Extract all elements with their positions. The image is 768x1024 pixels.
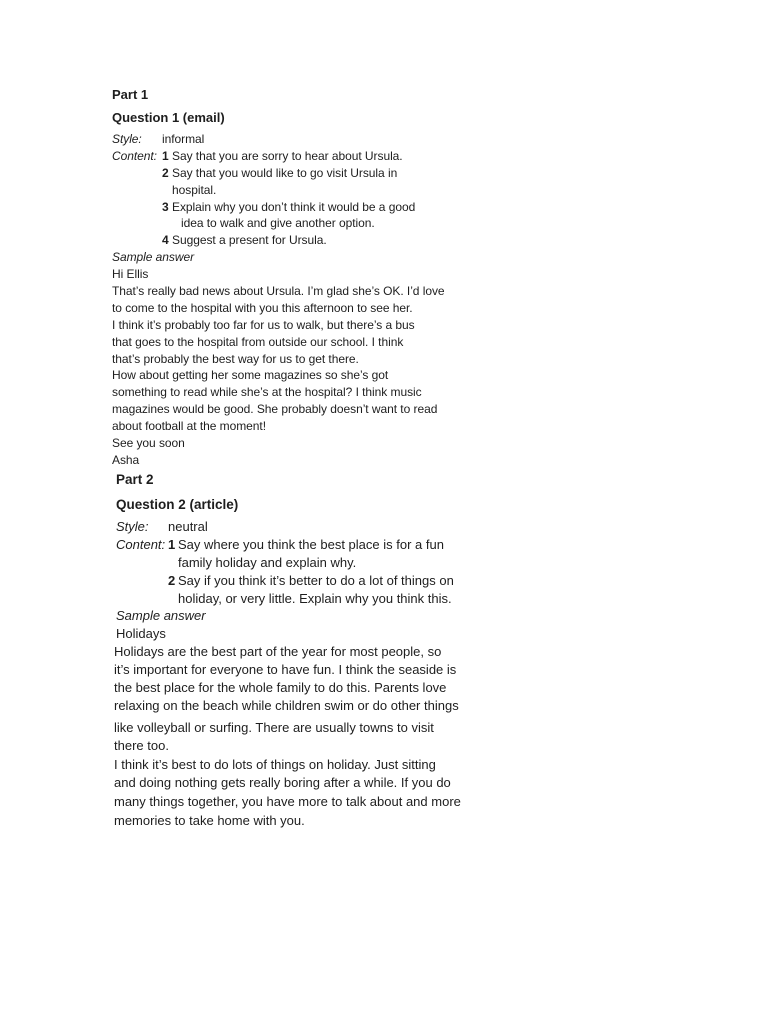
sample-answer-label: Sample answer — [112, 250, 195, 265]
part-heading: Part 2 — [116, 472, 154, 487]
sample-answer-label: Sample answer — [116, 608, 206, 624]
answer-line: relaxing on the beach while children swim or do other things — [114, 697, 459, 713]
content-item-continuation: family holiday and explain why. — [178, 554, 357, 570]
answer-line: Holidays are the best part of the year for most people, so — [114, 644, 442, 660]
content-item-number: 2 — [162, 165, 169, 180]
answer-line: the best place for the whole family to do this. Parents love — [114, 680, 447, 696]
content-item-number: 1 — [168, 536, 176, 552]
content-item-continuation: hospital. — [172, 182, 217, 197]
answer-line: Hi Ellis — [112, 267, 149, 282]
content-label: Content: — [112, 148, 157, 163]
content-item-text: Say that you are sorry to hear about Ursula. — [172, 148, 403, 163]
content-label: Content: — [116, 536, 166, 552]
answer-line: it’s important for everyone to have fun. I think the seaside is — [114, 662, 457, 678]
content-item — [116, 572, 459, 590]
answer-line: and doing nothing gets really boring after a while. If you do — [114, 775, 451, 791]
content-item-text: Say where you think the best place is for a fun — [178, 536, 444, 552]
question-title: Question 1 (email) — [112, 110, 225, 125]
question-body — [116, 518, 459, 715]
answer-line: That’s really bad news about Ursula. I’m glad she’s OK. I’d love — [112, 284, 445, 299]
answer-line: How about getting her some magazines so she’s got — [112, 368, 389, 383]
content-item-continuation: idea to walk and give another option. — [181, 216, 375, 231]
content-item — [112, 165, 445, 182]
content-item-number: 2 — [168, 572, 176, 588]
answer-line: that’s probably the best way for us to get there. — [112, 351, 359, 366]
style-value: informal — [162, 132, 205, 146]
answer-title: Holidays — [116, 626, 166, 642]
answer-line: like volleyball or surfing. There are usually towns to visit — [114, 719, 434, 735]
content-item-text: Explain why you don’t think it would be a good — [172, 199, 416, 214]
answer-line: memories to take home with you. — [114, 812, 305, 828]
content-item-continuation: holiday, or very little. Explain why you think this. — [178, 590, 452, 606]
answer-line: I think it’s best to do lots of things on holiday. Just sitting — [114, 756, 436, 772]
content-item — [112, 232, 445, 249]
content-item — [116, 536, 459, 554]
answer-line: many things together, you have more to talk about and more — [114, 794, 461, 810]
content-item-text: Suggest a present for Ursula. — [172, 233, 327, 248]
content-item-text: Say if you think it’s better to do a lot of things on — [178, 572, 454, 588]
content-item-number: 3 — [162, 199, 169, 214]
answer-line: See you soon — [112, 436, 185, 451]
answer-line: something to read while she’s at the hospital? I think music — [112, 385, 422, 400]
answer-line: about football at the moment! — [112, 419, 266, 434]
question-body — [112, 131, 445, 469]
style-label: Style: — [116, 519, 149, 534]
content-item — [112, 148, 445, 165]
content-item-text: Say that you would like to go visit Ursula in — [172, 165, 398, 180]
answer-line: there too. — [114, 738, 169, 754]
answer-line: magazines would be good. She probably doesn’t want to read — [112, 402, 438, 417]
answer-line: to come to the hospital with you this afternoon to see her. — [112, 300, 413, 315]
content-item — [112, 199, 445, 216]
content-item-number: 4 — [162, 233, 169, 248]
style-row — [116, 518, 459, 536]
question-title: Question 2 (article) — [116, 497, 239, 512]
part-heading: Part 1 — [112, 87, 149, 102]
answer-line: I think it’s probably too far for us to walk, but there’s a bus — [112, 317, 415, 332]
style-row — [112, 131, 445, 148]
style-value: neutral — [168, 519, 208, 534]
style-label: Style: — [112, 132, 142, 146]
content-item-number: 1 — [162, 148, 169, 163]
answer-continuation — [114, 719, 461, 831]
answer-line: that goes to the hospital from outside our school. I think — [112, 334, 404, 349]
answer-line: Asha — [112, 452, 140, 467]
